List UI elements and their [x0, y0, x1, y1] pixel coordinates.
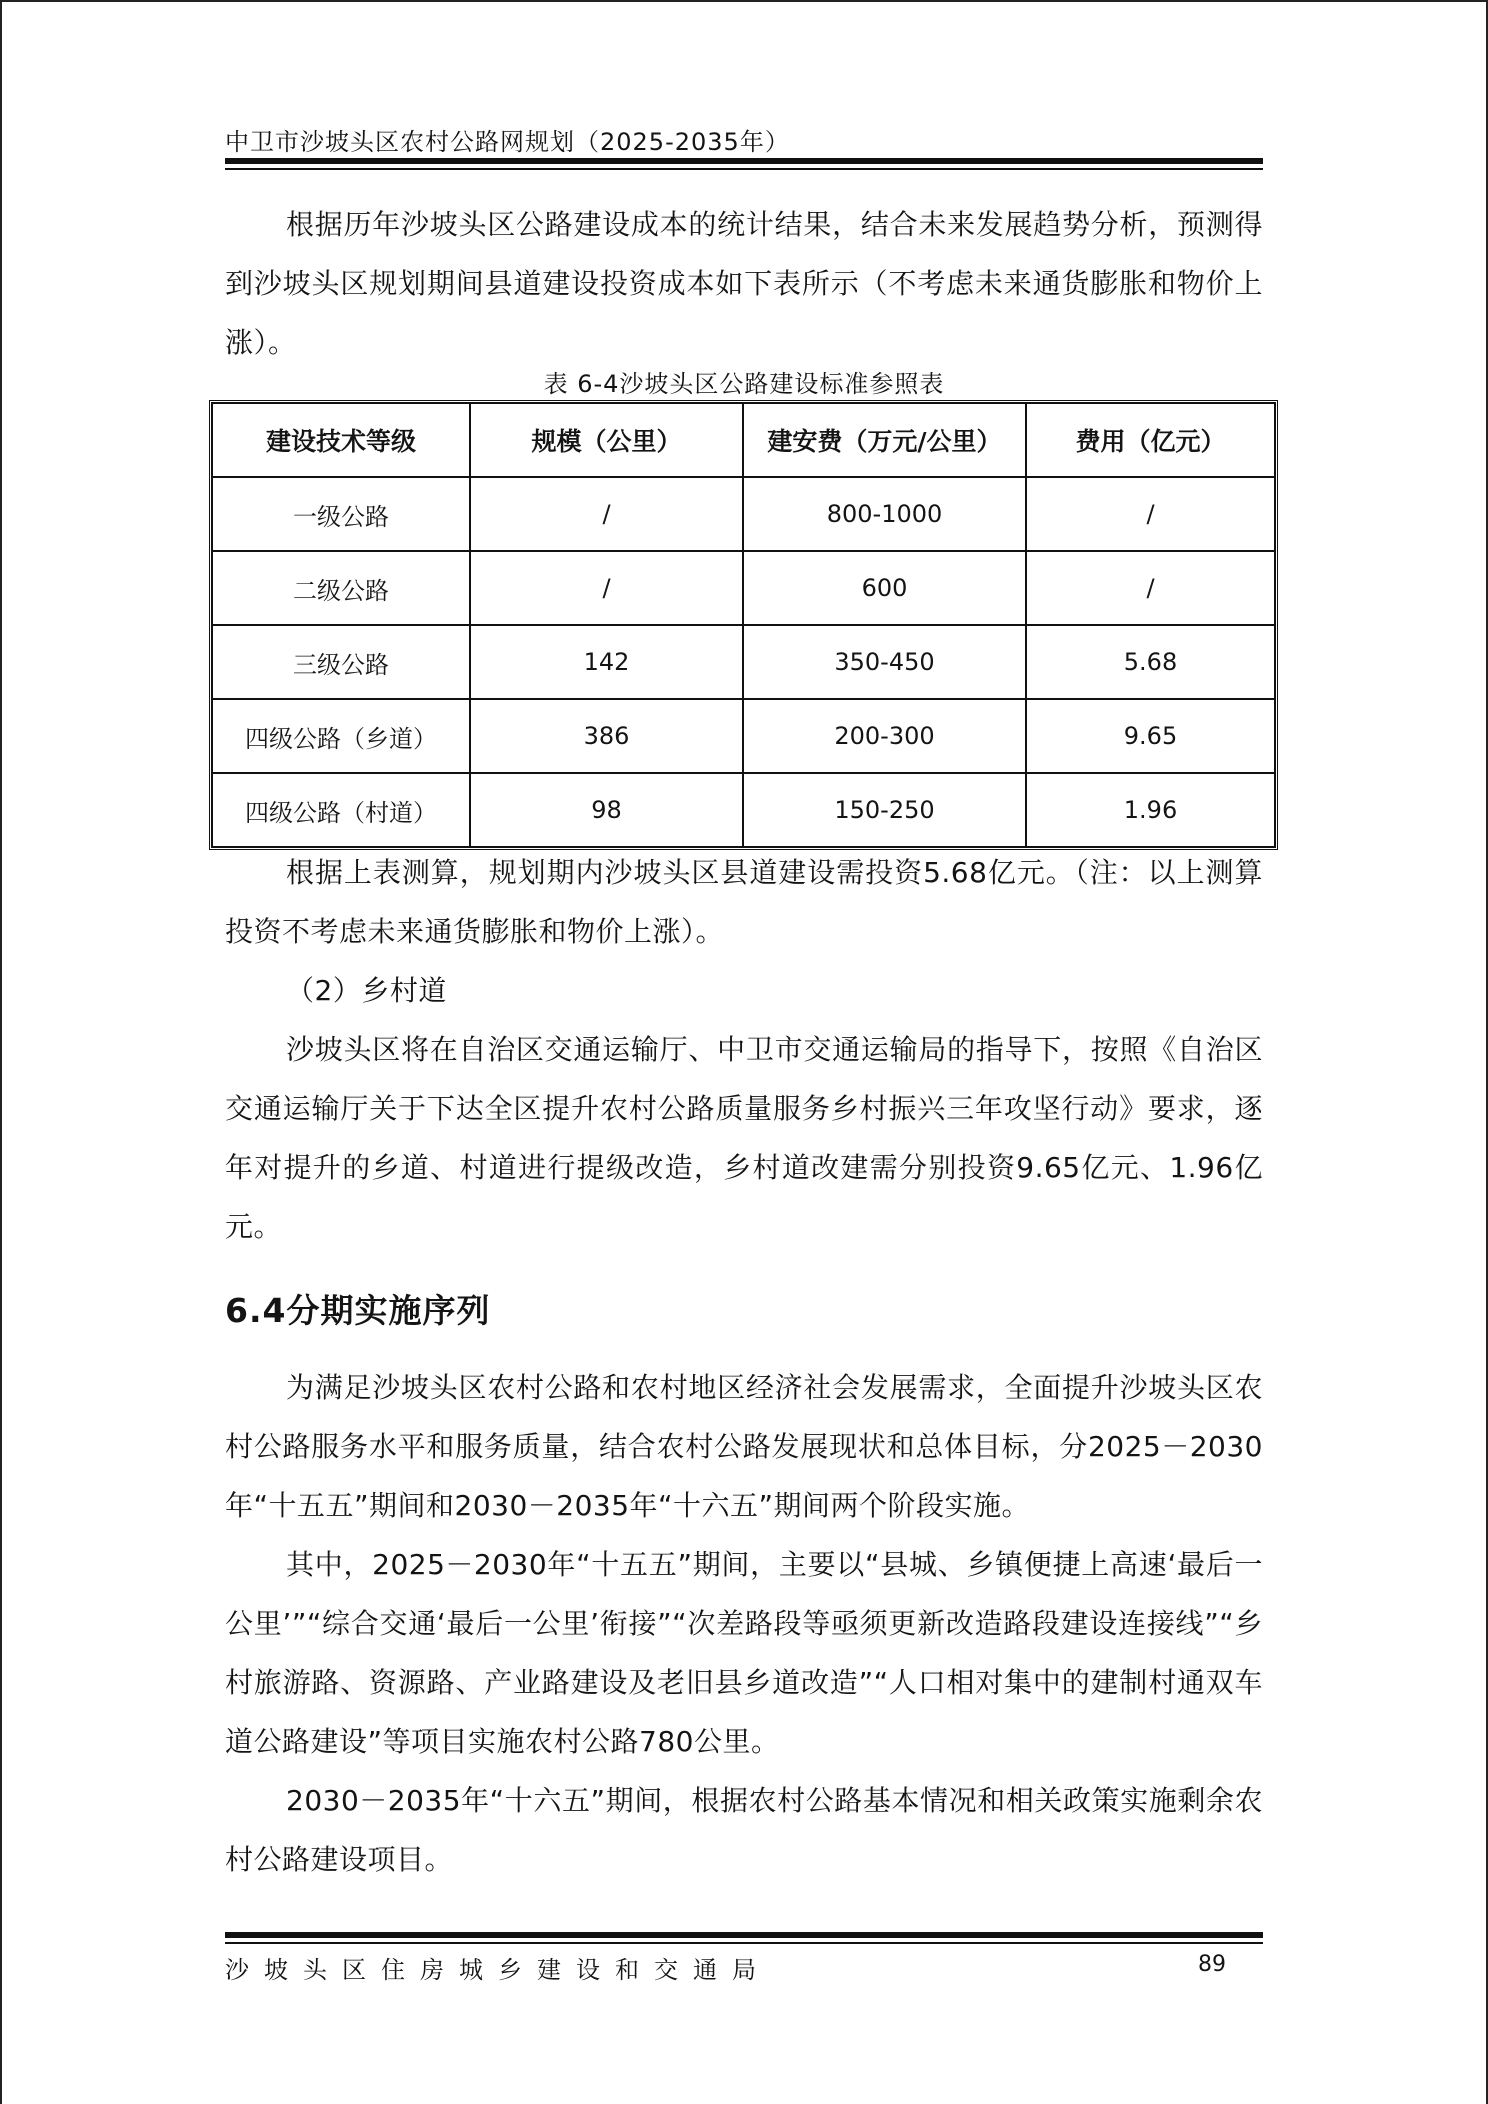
table-header-row	[212, 403, 1275, 477]
table-row	[212, 551, 1275, 625]
paragraph-phasing-overview: 为满足沙坡头区农村公路和农村地区经济社会发展需求，全面提升沙坡头区农村公路服务水平和服务质量，结合农村公路发展现状和总体目标，分2025－2030年“十五五”期间和2030－2035年“十六五”期间两个阶段实施。	[225, 1371, 1263, 1522]
construction-standard-table	[209, 400, 1278, 850]
table-cell: 350-450	[743, 625, 1026, 699]
paragraph-cost-intro: 根据历年沙坡头区公路建设成本的统计结果，结合未来发展趋势分析，预测得到沙坡头区规划期间县道建设投资成本如下表所示（不考虑未来通货膨胀和物价上涨）。	[225, 208, 1263, 359]
table-header-cell: 规模（公里）	[470, 403, 743, 477]
table-cell: 98	[470, 773, 743, 847]
table-cell: 5.68	[1026, 625, 1275, 699]
table-header-cell: 建安费（万元/公里）	[743, 403, 1026, 477]
table-cell: 200-300	[743, 699, 1026, 773]
table-row	[212, 477, 1275, 551]
paragraph-phase-two: 2030－2035年“十六五”期间，根据农村公路基本情况和相关政策实施剩余农村公路建设项目。	[225, 1784, 1263, 1876]
footer-organization: 沙坡头区住房城乡建设和交通局	[225, 1956, 771, 1984]
table-row	[212, 699, 1275, 773]
table-cell: 1.96	[1026, 773, 1275, 847]
table-header-cell: 费用（亿元）	[1026, 403, 1275, 477]
header-rule-thin	[225, 168, 1263, 170]
paragraph-phase-one: 其中，2025－2030年“十五五”期间，主要以“县城、乡镇便捷上高速‘最后一公里’”“综合交通‘最后一公里’衔接”“次差路段等亟须更新改造路段建设连接线”“乡村旅游路、资源路、产业路建设及老旧县乡道改造”“人口相对集中的建制村通双车道公路建设”等项目实施农村公路780公里。	[225, 1548, 1263, 1758]
section-heading: 6.4分期实施序列	[225, 1291, 491, 1330]
footer-rule-thick	[225, 1932, 1263, 1938]
table-caption: 表 6-4沙坡头区公路建设标准参照表	[543, 370, 945, 398]
page-border-left	[0, 0, 2, 2104]
table-cell: 四级公路（村道）	[212, 773, 470, 847]
table-cell: /	[470, 477, 743, 551]
page-border-top	[0, 0, 1488, 2]
table-cell: /	[470, 551, 743, 625]
paragraph-subheading-rural-roads: （2）乡村道	[286, 974, 447, 1007]
paragraph-county-road-estimate: 根据上表测算，规划期内沙坡头区县道建设需投资5.68亿元。（注：以上测算投资不考虑未来通货膨胀和物价上涨）。	[225, 856, 1263, 948]
running-header-title: 中卫市沙坡头区农村公路网规划（2025-2035年）	[225, 128, 790, 156]
table-cell: 三级公路	[212, 625, 470, 699]
table-row	[212, 625, 1275, 699]
page-number: 89	[1198, 1952, 1226, 1977]
header-rule-thick	[225, 158, 1263, 164]
paragraph-rural-road-upgrade: 沙坡头区将在自治区交通运输厅、中卫市交通运输局的指导下，按照《自治区交通运输厅关于下达全区提升农村公路质量服务乡村振兴三年攻坚行动》要求，逐年对提升的乡道、村道进行提级改造，乡村道改建需分别投资9.65亿元、1.96亿元。	[225, 1033, 1263, 1243]
table-cell: 800-1000	[743, 477, 1026, 551]
table-cell: 142	[470, 625, 743, 699]
table-header-cell: 建设技术等级	[212, 403, 470, 477]
table-cell: 150-250	[743, 773, 1026, 847]
table-cell: /	[1026, 551, 1275, 625]
table-cell: 四级公路（乡道）	[212, 699, 470, 773]
table-cell: 一级公路	[212, 477, 470, 551]
table-cell: 二级公路	[212, 551, 470, 625]
table-cell: /	[1026, 477, 1275, 551]
table-cell: 386	[470, 699, 743, 773]
table-cell: 600	[743, 551, 1026, 625]
table-row	[212, 773, 1275, 847]
table-cell: 9.65	[1026, 699, 1275, 773]
footer-rule-thin	[225, 1942, 1263, 1944]
